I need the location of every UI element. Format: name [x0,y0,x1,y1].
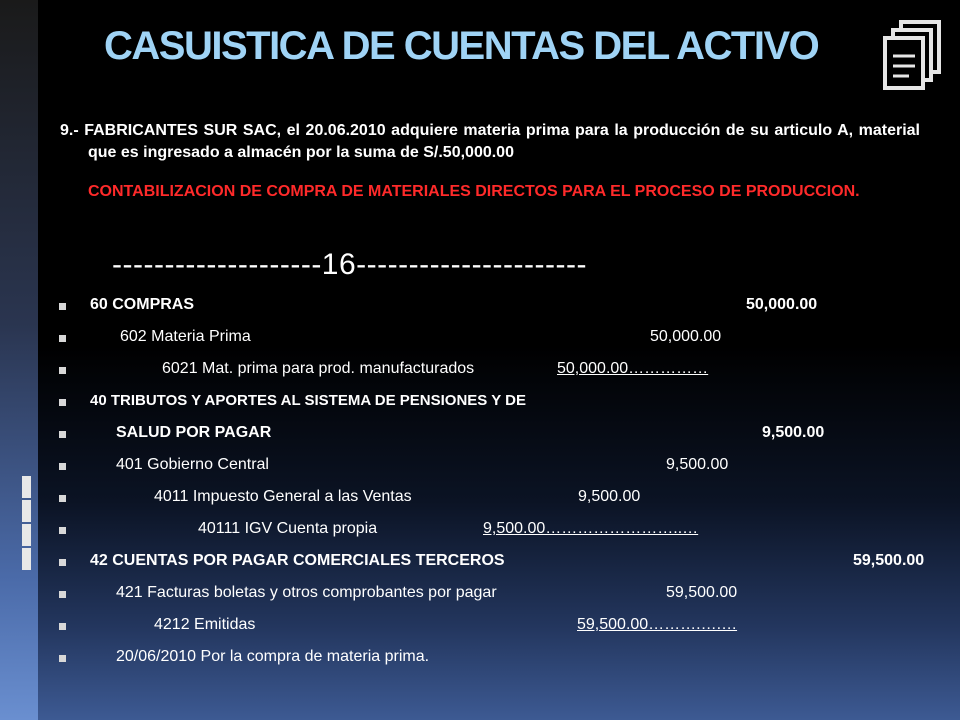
account-amount: 50,000.00 [650,328,722,345]
stacked-windows-icon [883,20,943,90]
account-amount: 50,000.00 [746,296,818,313]
ledger-row [0,360,960,384]
section-heading: CONTABILIZACION DE COMPRA DE MATERIALES DIRECTOS PARA EL PROCESO DE PRODUCCION. [88,183,860,200]
account-amount: 9,500.00 [762,424,825,441]
ledger-row [0,328,960,352]
slide-title: CASUISTICA DE CUENTAS DEL ACTIVO [104,24,819,68]
ledger-row [0,520,960,544]
ledger-row [0,648,960,672]
account-label: 4212 Emitidas [154,616,256,633]
account-label: 60 COMPRAS [90,296,195,313]
account-label: 40111 IGV Cuenta propia [198,520,378,537]
account-amount: 59,500.00 [666,584,738,601]
case-description: 9.- FABRICANTES SUR SAC, el 20.06.2010 adquiere materia prima para la producción de su articulo A, material que es ingresado a almacén por la suma de S/.50,000.00 [60,122,920,161]
ledger-row [0,456,960,480]
bullet-icon [59,431,66,438]
ledger-row [0,584,960,608]
account-label: 602 Materia Prima [120,328,251,345]
account-label: 42 CUENTAS POR PAGAR COMERCIALES TERCEROS [90,552,505,569]
journal-entry-number: --------------------16---------------------- [112,248,587,281]
account-label: 401 Gobierno Central [116,456,269,473]
ledger-row [0,616,960,640]
entry-description: 20/06/2010 Por la compra de materia prima. [116,648,430,665]
account-amount: 9,500.00 [666,456,729,473]
bullet-icon [59,463,66,470]
account-amount: 59,500.00 [853,552,925,569]
bullet-icon [59,303,66,310]
account-amount: 9,500.00……………………..… [483,520,699,537]
bullet-icon [59,335,66,342]
ledger-row [0,424,960,448]
bullet-icon [59,559,66,566]
bullet-icon [59,623,66,630]
ledger-row [0,488,960,512]
account-label: SALUD POR PAGAR [116,424,272,441]
bullet-icon [59,655,66,662]
account-label: 421 Facturas boletas y otros comprobantes por pagar [116,584,497,601]
bullet-icon [59,367,66,374]
account-label: 6021 Mat. prima para prod. manufacturados [162,360,475,377]
account-amount: 59,500.00……….….… [577,616,738,633]
ledger-row [0,392,960,416]
account-label: 40 TRIBUTOS Y APORTES AL SISTEMA DE PENSIONES Y DE [90,392,526,409]
account-amount: 9,500.00 [578,488,641,505]
account-amount: 50,000.00…………… [557,360,709,377]
bullet-icon [59,591,66,598]
bullet-icon [59,495,66,502]
account-label: 4011 Impuesto General a las Ventas [154,488,412,505]
bullet-icon [59,399,66,406]
ledger-row [0,296,960,320]
bullet-icon [59,527,66,534]
ledger-row [0,552,960,576]
